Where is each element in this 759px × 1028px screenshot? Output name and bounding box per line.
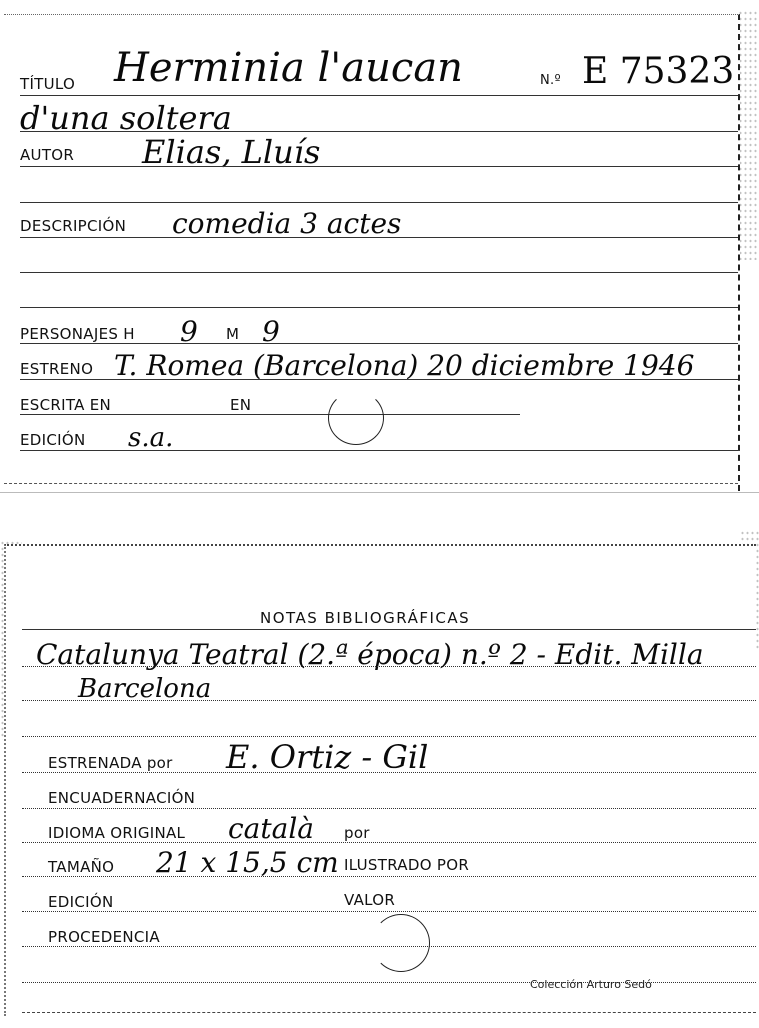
card-bottom-edge [22, 1012, 756, 1013]
blank-line-1 [20, 202, 738, 203]
estrenada-line [22, 772, 756, 773]
personajes-label: PERSONAJES H [20, 325, 135, 343]
notas-line-4 [22, 736, 756, 737]
coleccion-label: Colección Arturo Sedó [530, 978, 652, 991]
descripcion-label: DESCRIPCIÓN [20, 217, 127, 235]
paper-texture-right-top [738, 10, 759, 260]
idioma-line [22, 842, 756, 843]
edicion-value-top: s.a. [128, 423, 174, 453]
idioma-label: IDIOMA ORIGINAL [48, 824, 186, 842]
titulo-line [20, 95, 738, 96]
titulo-value-line2: d'una soltera [20, 99, 232, 137]
notas-label: NOTAS BIBLIOGRÁFICAS [260, 609, 471, 627]
escrita-label: ESCRITA EN [20, 396, 112, 414]
personajes-line [20, 343, 738, 344]
procedencia-label: PROCEDENCIA [48, 928, 160, 946]
descripcion-line [20, 237, 738, 238]
notas-line-2 [22, 666, 756, 667]
blank-line-2 [20, 272, 738, 273]
titulo-line-2 [20, 131, 738, 132]
numero-label: N.º [540, 73, 561, 88]
idioma-value: català [228, 812, 314, 845]
personajes-m-value: 9 [262, 315, 280, 348]
personajes-m-label: M [226, 325, 240, 343]
estreno-line [20, 379, 738, 380]
numero-value: E 75323 [582, 51, 735, 92]
en-label: EN [230, 396, 252, 414]
personajes-h-value: 9 [180, 315, 198, 348]
encuadernacion-label: ENCUADERNACIÓN [48, 789, 196, 807]
catalog-card-bottom [4, 544, 756, 1016]
titulo-label: TÍTULO [20, 75, 76, 93]
edicion-line-top [20, 450, 738, 451]
catalog-card-top [4, 14, 740, 491]
autor-line [20, 166, 738, 167]
estreno-value: T. Romea (Barcelona) 20 diciembre 1946 [114, 349, 695, 382]
notas-value-line2: Barcelona [78, 674, 212, 704]
notas-line-3 [22, 700, 756, 701]
tamano-value: 21 x 15,5 cm [156, 846, 339, 879]
por-label: por [344, 824, 370, 842]
descripcion-value: comedia 3 actes [172, 207, 402, 240]
edicion-line-bottom [22, 911, 756, 912]
blank-line-3 [20, 307, 738, 308]
estreno-label: ESTRENO [20, 360, 94, 378]
edicion-label-bottom: EDICIÓN [48, 893, 114, 911]
autor-label: AUTOR [20, 146, 75, 164]
edicion-label-top: EDICIÓN [20, 431, 86, 449]
estrenada-value: E. Ortiz - Gil [226, 738, 429, 776]
page-separator [0, 492, 759, 493]
valor-label: VALOR [344, 891, 396, 909]
escrita-line [20, 414, 520, 415]
library-stamp-top [328, 391, 384, 445]
tamano-line [22, 876, 756, 877]
titulo-value-line1: Herminia l'aucan [114, 45, 463, 91]
card-bottom-edge-top [4, 483, 738, 484]
encuadernacion-line [22, 808, 756, 809]
tamano-label: TAMAÑO [48, 858, 115, 876]
notas-line [22, 629, 756, 630]
autor-value: Elias, Lluís [142, 133, 321, 171]
ilustrado-label: ILUSTRADO POR [344, 856, 470, 874]
library-stamp-bottom [372, 914, 430, 972]
notas-value-line1: Catalunya Teatral (2.ª época) n.º 2 - Edit. Milla [36, 638, 704, 671]
estrenada-label: ESTRENADA por [48, 754, 173, 772]
